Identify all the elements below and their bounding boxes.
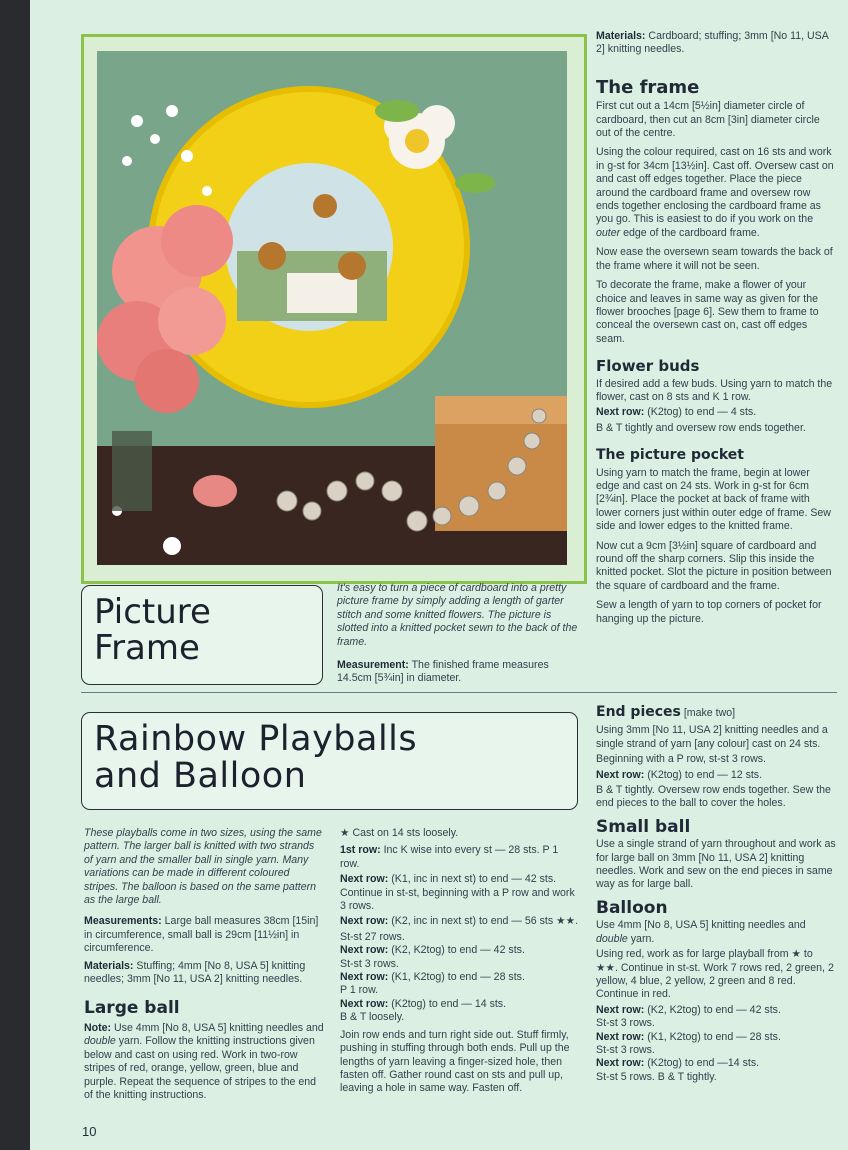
- picture-frame-title-box: [81, 585, 323, 685]
- st-st-27: St-st 27 rows.: [340, 930, 405, 943]
- rainbow-materials-text: Materials: Stuffing; 4mm [No 8, USA 5] knitting needles; 3mm [No 11, USA 2] knitting needles.: [84, 959, 306, 986]
- rainbow-title: Rainbow Playballs and Balloon: [94, 719, 418, 796]
- photo-frame-border: [81, 34, 587, 584]
- end-pieces-heading-line: [596, 706, 836, 720]
- row-1st: 1st row: Inc K wise into every st — 28 sts. P 1 row.: [340, 844, 559, 870]
- row-next-4: Next row: (K1, K2tog) to end — 28 sts.: [340, 971, 525, 984]
- balloon-next-3: Next row: (K2tog) to end —14 sts.: [596, 1057, 760, 1070]
- pocket-paragraph-2: Now cut a 9cm [3½in] square of cardboard and round off the sharp corners. Slip this inside the knitted pocket. Slot the picture in position between the square of cardboard and the frame.: [596, 539, 832, 592]
- bt-loosely: B & T loosely.: [340, 1011, 405, 1024]
- balloon-st-3b: St-st 3 rows.: [596, 1043, 655, 1056]
- small-ball-heading: Small ball: [596, 816, 691, 837]
- frame-paragraph-1: First cut out a 14cm [5½in] diameter circle of cardboard, then cut an 8cm [3in] diameter circle out of the centre.: [596, 100, 820, 140]
- section-divider: [81, 692, 837, 693]
- photo: [97, 51, 567, 565]
- picture-frame-intro: [337, 582, 581, 692]
- intro-text: It's easy to turn a piece of cardboard into a pretty picture frame by simply adding a length of garter stitch and some knitted flowers. The picture is slotted into a knitted pocket sewn to the back of the frame.: [337, 582, 578, 648]
- magazine-page: [30, 0, 848, 1150]
- balloon-heading: Balloon: [596, 897, 668, 918]
- small-paragraph-1: Use a single strand of yarn throughout and work as for large ball on 3mm [No 11, USA 2] knitting needles. Work and sew on the end pieces in same way as for large ball.: [596, 838, 836, 891]
- balloon-next-1: Next row: (K2, K2tog) to end — 42 sts.: [596, 1003, 781, 1016]
- rainbow-intro: These playballs come in two sizes, using the same pattern. The larger ball is knitted with two strands of yarn and the smaller ball in single yarn. Many variations can be made in different coloured stripes. The balloon is based on the same pattern as the large ball.: [84, 827, 322, 907]
- rainbow-left-column: [84, 827, 325, 1108]
- st-st-3a: St-st 3 rows.: [340, 957, 399, 970]
- join-instructions: Join row ends and turn right side out. Stuff firmly, pushing in stuffing through both ends. Pull up the lengths of yarn leaving a finger-sized hole, then fasten off. Gather round cast on sts and pull up, leaving a hole in same way. Fasten off.: [340, 1028, 570, 1095]
- end-paragraph-1: Using 3mm [No 11, USA 2] knitting needles and a single strand of yarn [any colour] cast on 24 sts.: [596, 724, 828, 750]
- measurement-text: Measurement: The finished frame measures 14.5cm [5¾in] in diameter.: [337, 659, 549, 685]
- large-ball-heading: Large ball: [84, 998, 180, 1019]
- frame-paragraph-2: Using the colour required, cast on 16 sts and work in g-st for 34cm [13½in]. Cast off. Oversew cast on and cast off edges together. Place the piece around the cardboard frame and oversew row ends together enclosing the cardboard frame as you go. This is easiest to do if you work on the outer edge of the cardboard frame.: [596, 146, 834, 239]
- materials-label: Materials:: [596, 30, 646, 42]
- buds-paragraph-3: B & T tightly and oversew row ends together.: [596, 421, 806, 434]
- photo-illustration: [97, 51, 567, 565]
- row-next-5: Next row: (K2tog) to end — 14 sts.: [340, 997, 507, 1010]
- end-pieces-sub: [make two]: [683, 707, 736, 719]
- end-next-row: Next row: (K2tog) to end — 12 sts.: [596, 768, 763, 781]
- flower-buds-heading: Flower buds: [596, 357, 700, 376]
- end-paragraph-4: B & T tightly. Oversew row ends together. Sew the end pieces to the ball to cover the holes.: [596, 784, 831, 810]
- right-column-bottom: [596, 706, 836, 1090]
- rainbow-title-box: [81, 712, 578, 810]
- row-next-3: Next row: (K2, K2tog) to end — 42 sts.: [340, 944, 525, 957]
- frame-paragraph-3: Now ease the oversewn seam towards the back of the frame where it will not be seen.: [596, 246, 833, 272]
- picture-frame-title: Picture Frame: [94, 592, 211, 668]
- balloon-st-3a: St-st 3 rows.: [596, 1017, 655, 1030]
- buds-next-row: Next row: (K2tog) to end — 4 sts.: [596, 406, 757, 419]
- page-number: 10: [82, 1124, 97, 1139]
- balloon-next-2: Next row: (K1, K2tog) to end — 28 sts.: [596, 1030, 781, 1043]
- end-paragraph-2: Beginning with a P row, st-st 3 rows.: [596, 753, 766, 766]
- p-1-row: P 1 row.: [340, 984, 379, 997]
- the-frame-heading: The frame: [596, 76, 700, 98]
- balloon-end: St-st 5 rows. B & T tightly.: [596, 1070, 717, 1083]
- end-pieces-heading: End pieces: [596, 704, 681, 720]
- note-text: Note: Use 4mm [No 8, USA 5] knitting needles and double yarn. Follow the knitting instructions given below and cast on using red. Work in two-row stripes of red, orange, yellow, green, blue and purple. Repeat the sequence of stripes to the end of the knitting instructions.: [84, 1021, 324, 1101]
- frame-instructions-column: [596, 30, 836, 632]
- picture-pocket-heading: The picture pocket: [596, 447, 744, 464]
- measurements-text: Measurements: Large ball measures 38cm [15in] in circumference, small ball is 29cm [11½in] in circumference.: [84, 915, 319, 955]
- row-next-2: Next row: (K2, inc in next st) to end — 56 sts ★★.: [340, 915, 579, 928]
- row-next-1: Next row: (K1, inc in next st) to end — 42 sts. Continue in st-st, beginning with a P row and work 3 rows.: [340, 873, 575, 913]
- cast-on-line: ★ Cast on 14 sts loosely.: [340, 827, 459, 839]
- balloon-paragraph-1: Use 4mm [No 8, USA 5] knitting needles and double yarn.: [596, 919, 806, 945]
- buds-paragraph-1: If desired add a few buds. Using yarn to match the flower, cast on 8 sts and K 1 row.: [596, 377, 833, 403]
- frame-paragraph-4: To decorate the frame, make a flower of your choice and leaves in same way as given for the flower brooches [page 6]. Sew them to frame to conceal the oversewn cast on, cast off edges seam.: [596, 279, 819, 345]
- knitting-rows-column: [340, 827, 580, 1102]
- pocket-paragraph-3: Sew a length of yarn to top corners of pocket for hanging up the picture.: [596, 599, 822, 625]
- materials-text: Cardboard; stuffing; 3mm [No 11, USA 2] knitting needles.: [596, 30, 829, 56]
- pocket-paragraph-1: Using yarn to match the frame, begin at lower edge and cast on 24 sts. Work in g-st for 6cm [2¾in]. Place the pocket at back of frame with lower corners just within outer edge of frame. Sew side and lower edges to the knitted frame.: [596, 466, 831, 533]
- balloon-paragraph-2: Using red, work as for large playball from ★ to ★★. Continue in st-st. Work 7 rows red, 2 green, 2 yellow, 4 blue, 2 yellow, 2 green and 8 red. Continue in red.: [596, 948, 834, 1001]
